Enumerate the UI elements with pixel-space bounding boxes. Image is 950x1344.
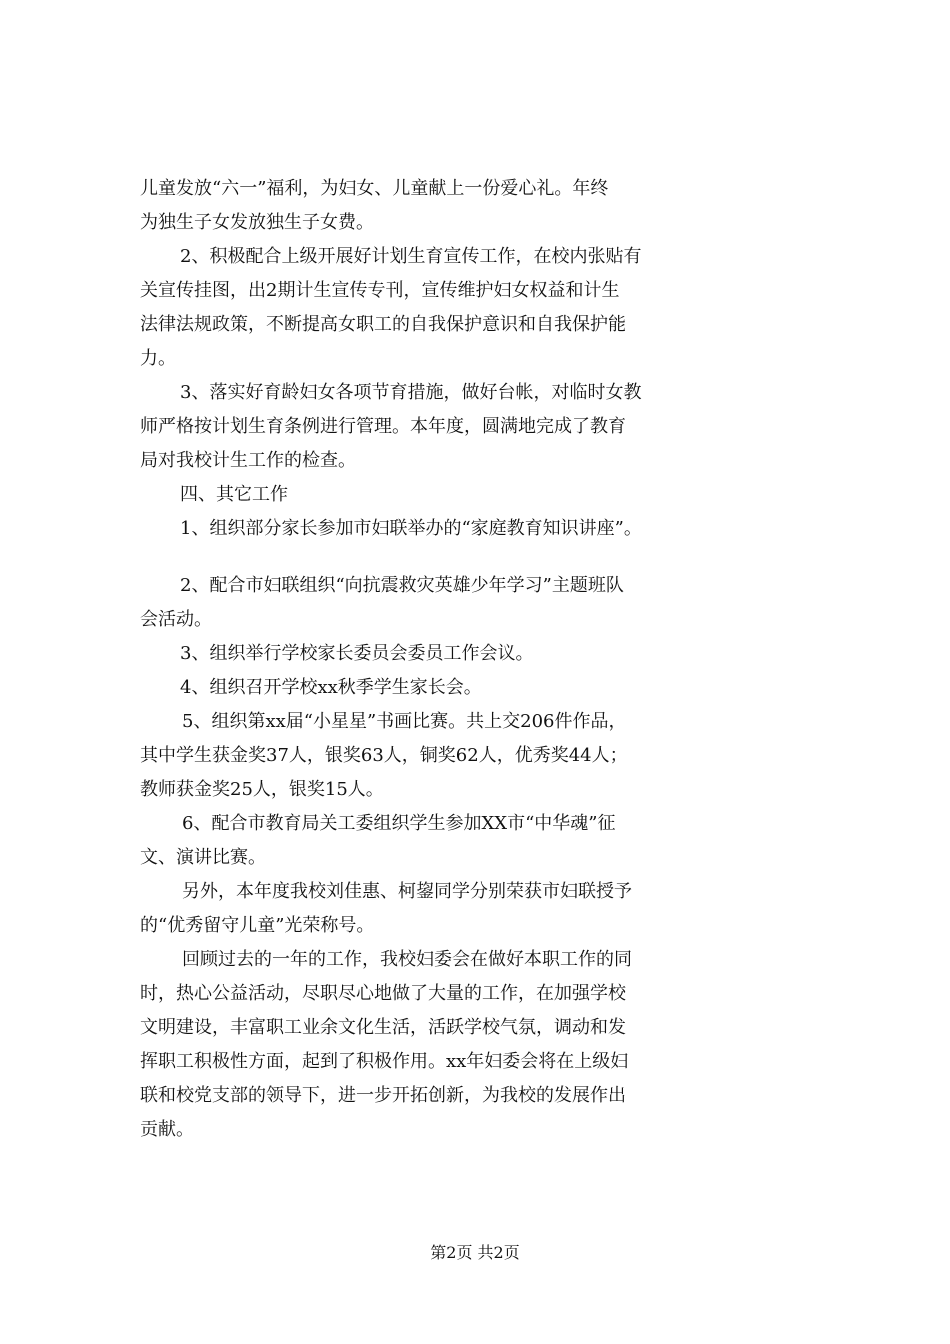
text-line: 2、积极配合上级开展好计划生育宣传工作，在校内张贴有: [180, 246, 642, 267]
text-line: 师严格按计划生育条例进行管理。本年度，圆满地完成了教育: [140, 416, 626, 437]
text-line: 3、落实好育龄妇女各项节育措施，做好台帐，对临时女教: [180, 382, 642, 403]
text-line: 联和校党支部的领导下，进一步开拓创新，为我校的发展作出: [140, 1085, 626, 1106]
text-line: 回顾过去的一年的工作，我校妇委会在做好本职工作的同: [182, 949, 632, 970]
text-line: 文明建设，丰富职工业余文化生活，活跃学校气氛，调动和发: [140, 1017, 626, 1038]
text-line: 文、演讲比赛。: [140, 847, 266, 868]
text-line: 4、组织召开学校xx秋季学生家长会。: [180, 677, 482, 698]
text-line: 为独生子女发放独生子女费。: [140, 212, 374, 233]
text-line: 其中学生获金奖37人，银奖63人，铜奖62人，优秀奖44人；: [140, 745, 628, 766]
text-line: 5、组织第xx届“小星星”书画比赛。共上交206件作品，: [182, 711, 627, 732]
text-line: 力。: [140, 348, 176, 369]
text-line: 教师获金奖25人，银奖15人。: [140, 779, 384, 800]
text-line: 儿童发放“六一”福利，为妇女、儿童献上一份爱心礼。年终: [140, 178, 609, 199]
text-line: 时，热心公益活动，尽职尽心地做了大量的工作，在加强学校: [140, 983, 626, 1004]
text-line: 1、组织部分家长参加市妇联举办的“家庭教育知识讲座”。: [180, 518, 642, 539]
text-line: 的“优秀留守儿童”光荣称号。: [140, 915, 375, 936]
text-line: 3、组织举行学校家长委员会委员工作会议。: [180, 643, 534, 664]
text-line: 会活动。: [140, 609, 212, 630]
text-line: 贡献。: [140, 1119, 194, 1140]
text-line: 关宣传挂图，出2期计生宣传专刊，宣传维护妇女权益和计生: [140, 280, 620, 301]
page-number-footer: 第2页 共2页: [430, 1243, 520, 1262]
text-line: 2、配合市妇联组织“向抗震救灾英雄少年学习”主题班队: [180, 575, 624, 596]
section-heading: 四、其它工作: [180, 484, 288, 505]
text-line: 6、配合市教育局关工委组织学生参加XX市“中华魂”征: [182, 813, 616, 834]
text-line: 挥职工积极性方面，起到了积极作用。xx年妇委会将在上级妇: [140, 1051, 629, 1072]
text-line: 另外，本年度我校刘佳惠、柯鋆同学分别荣获市妇联授予: [182, 881, 632, 902]
text-line: 局对我校计生工作的检查。: [140, 450, 356, 471]
text-line: 法律法规政策，不断提高女职工的自我保护意识和自我保护能: [140, 314, 626, 335]
